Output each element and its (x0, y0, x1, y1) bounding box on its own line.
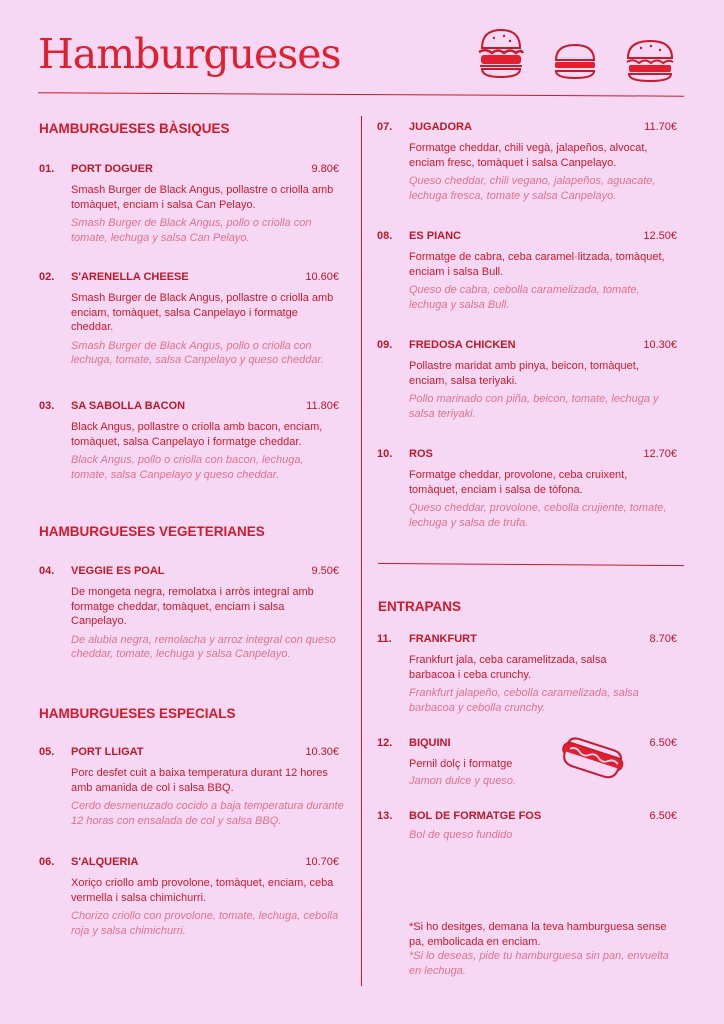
menu-item (377, 121, 677, 203)
section-heading-special: HAMBURGUESES ESPECIALS (39, 706, 236, 721)
page-title: Hamburgueses (38, 30, 341, 78)
item-description-es: Queso cheddar, chili vegano, jalapeños, aguacate, lechuga fresca, tomate y salsa Canpelayo. (409, 175, 656, 202)
right-divider (378, 563, 684, 567)
item-price: 10.70€ (305, 856, 339, 868)
item-name: ES PIANC (409, 230, 461, 242)
item-name: FRANKFURT (409, 633, 477, 645)
item-number: 02. (39, 271, 55, 283)
item-name: PORT DOGUER (71, 163, 153, 175)
item-price: 8.70€ (649, 633, 677, 645)
item-number: 10. (377, 448, 393, 460)
menu-item (39, 856, 339, 938)
burger-icon (552, 42, 598, 82)
item-price: 12.70€ (643, 448, 677, 460)
burger-icon (476, 26, 526, 82)
item-price: 11.80€ (306, 400, 339, 412)
item-number: 07. (377, 121, 393, 133)
item-number: 06. (39, 856, 55, 868)
item-price: 9.80€ (311, 163, 339, 175)
item-name: FREDOSA CHICKEN (409, 339, 516, 351)
item-number: 12. (377, 737, 393, 749)
burger-icon (624, 38, 676, 84)
item-description-es: Jamon dulce y queso. (409, 774, 517, 787)
item-number: 08. (377, 230, 393, 242)
footnote-ca: *Si ho desitges, demana la teva hamburguesa sense pa, embolicada en enciam. (409, 921, 667, 948)
item-number: 05. (39, 746, 55, 758)
hotdog-icon (558, 734, 626, 784)
item-price: 10.60€ (305, 271, 339, 283)
item-price: 6.50€ (649, 810, 677, 822)
item-name: ROS (409, 448, 433, 460)
item-number: 01. (39, 163, 55, 175)
menu-item (377, 230, 677, 312)
section-heading-entrepans: ENTRAPANS (378, 599, 462, 614)
item-description-ca: Pernil dolç i formatge (409, 758, 513, 770)
menu-item (377, 448, 677, 530)
item-description-es: Bol de queso fundido (409, 829, 513, 841)
item-description-es: Black Angus, pollo o criolla con bacon, lechuga, tomate, salsa Canpelayo y queso cheddar. (71, 454, 304, 481)
item-description-ca: Frankfurt jala, ceba caramelitzada, salsa barbacoa i ceba crunchy. (409, 654, 607, 681)
header-icons (470, 26, 705, 86)
menu-item (377, 633, 677, 715)
item-description-ca: Formatge cheddar, chili vegà, jalapeños, alvocat, enciam fresc, tomàquet i salsa Canpelayo. (409, 142, 648, 169)
section-heading-basics: HAMBURGUESES BÀSIQUES (39, 121, 230, 136)
item-price: 12.50€ (643, 230, 677, 242)
item-description-ca: Formatge de cabra, ceba caramel·litzada, tomàquet, enciam i salsa Bull. (409, 251, 665, 278)
item-number: 04. (39, 565, 55, 577)
item-description-ca: Smash Burger de Black Angus, pollastre o criolla amb enciam, tomàquet, salsa Canpelayo i formatge cheddar. (71, 292, 334, 333)
item-number: 03. (39, 400, 55, 412)
column-divider (361, 116, 362, 986)
menu-item (39, 271, 339, 368)
item-description-ca: Formatge cheddar, provolone, ceba cruixent, tomàquet, enciam i salsa de tòfona. (409, 469, 628, 496)
item-price: 10.30€ (305, 746, 339, 758)
menu-item (39, 163, 339, 245)
item-description-ca: Pollastre maridat amb pinya, beicon, tomàquet, enciam, salsa teriyaki. (409, 360, 639, 387)
item-number: 11. (377, 633, 392, 645)
item-name: VEGGIE ES POAL (71, 565, 165, 577)
menu-item (377, 810, 677, 843)
item-number: 09. (377, 339, 393, 351)
menu-item (377, 737, 677, 788)
item-description-ca: Porc desfet cuit a baixa temperatura durant 12 hores amb amanida de col i salsa BBQ. (71, 767, 328, 794)
item-description-ca: Black Angus, pollastre o criolla amb bacon, enciam, tomàquet, salsa Canpelayo i formatge cheddar. (71, 421, 323, 448)
item-description-es: Queso de cabra, cebolla caramelizada, tomate, lechuga y salsa Bull. (409, 284, 640, 311)
item-name: BIQUINI (409, 737, 451, 749)
item-description-es: Chorizo criollo con provolone, tomate, lechuga, cebolla roja y salsa chimichurri. (71, 910, 339, 937)
item-description-es: De alubia negra, remolacha y arroz integral con queso cheddar, tomate, lechuga y salsa Canpelayo. (71, 633, 336, 660)
item-description-es: Smash Burger de Black Angus, pollo o criolla con lechuga, tomate, salsa Canpelayo y queso cheddar. (71, 339, 324, 366)
item-name: S'ARENELLA CHEESE (71, 271, 189, 283)
menu-item (39, 400, 339, 482)
item-description-es: Smash Burger de Black Angus, pollo o criolla con tomate, lechuga y salsa Can Pelayo. (71, 217, 312, 244)
item-price: 6.50€ (649, 737, 677, 749)
item-name: S'ALQUERIA (71, 856, 139, 868)
item-name: SA SABOLLA BACON (71, 400, 186, 412)
item-description-es: Queso cheddar, provolone, cebolla crujiente, tomate, lechuga y salsa de trufa. (409, 502, 667, 529)
item-price: 9.50€ (311, 565, 339, 577)
item-name: BOL DE FORMATGE FOS (409, 810, 542, 822)
menu-item (377, 339, 677, 421)
item-description-ca: Xoriço criollo amb provolone, tomàquet, enciam, ceba vermella i salsa chimichurri. (71, 877, 334, 904)
top-divider (38, 92, 684, 97)
item-description-es: Pollo marinado con piña, beicon, tomate, lechuga y salsa teriyaki. (409, 393, 659, 420)
menu-item (39, 746, 351, 828)
item-price: 10.30€ (643, 339, 677, 351)
footnote (409, 920, 679, 978)
menu-item (39, 565, 351, 662)
footnote-es: *Si lo deseas, pide tu hamburguesa sin pan, envuelta en lechuga. (409, 950, 669, 977)
item-number: 13. (377, 810, 393, 822)
item-price: 11.70€ (644, 121, 677, 133)
item-name: PORT LLIGAT (71, 746, 144, 758)
item-description-es: Frankfurt jalapeño, cebolla caramelizada, salsa barbacoa y cebolla crunchy. (409, 687, 639, 714)
section-heading-vegetarian: HAMBURGUESES VEGETERIANES (39, 524, 265, 539)
item-description-es: Cerdo desmenuzado cocido a baja temperatura durante 12 horas con ensalada de col y salsa BBQ. (71, 800, 344, 827)
item-description-ca: De mongeta negra, remolatxa i arròs integral amb formatge cheddar, tomàquet, enciam i salsa Canpelayo. (71, 586, 314, 627)
item-name: JUGADORA (409, 121, 472, 133)
item-description-ca: Smash Burger de Black Angus, pollastre o criolla amb tomàquet, enciam i salsa Can Pelayo. (71, 184, 334, 211)
